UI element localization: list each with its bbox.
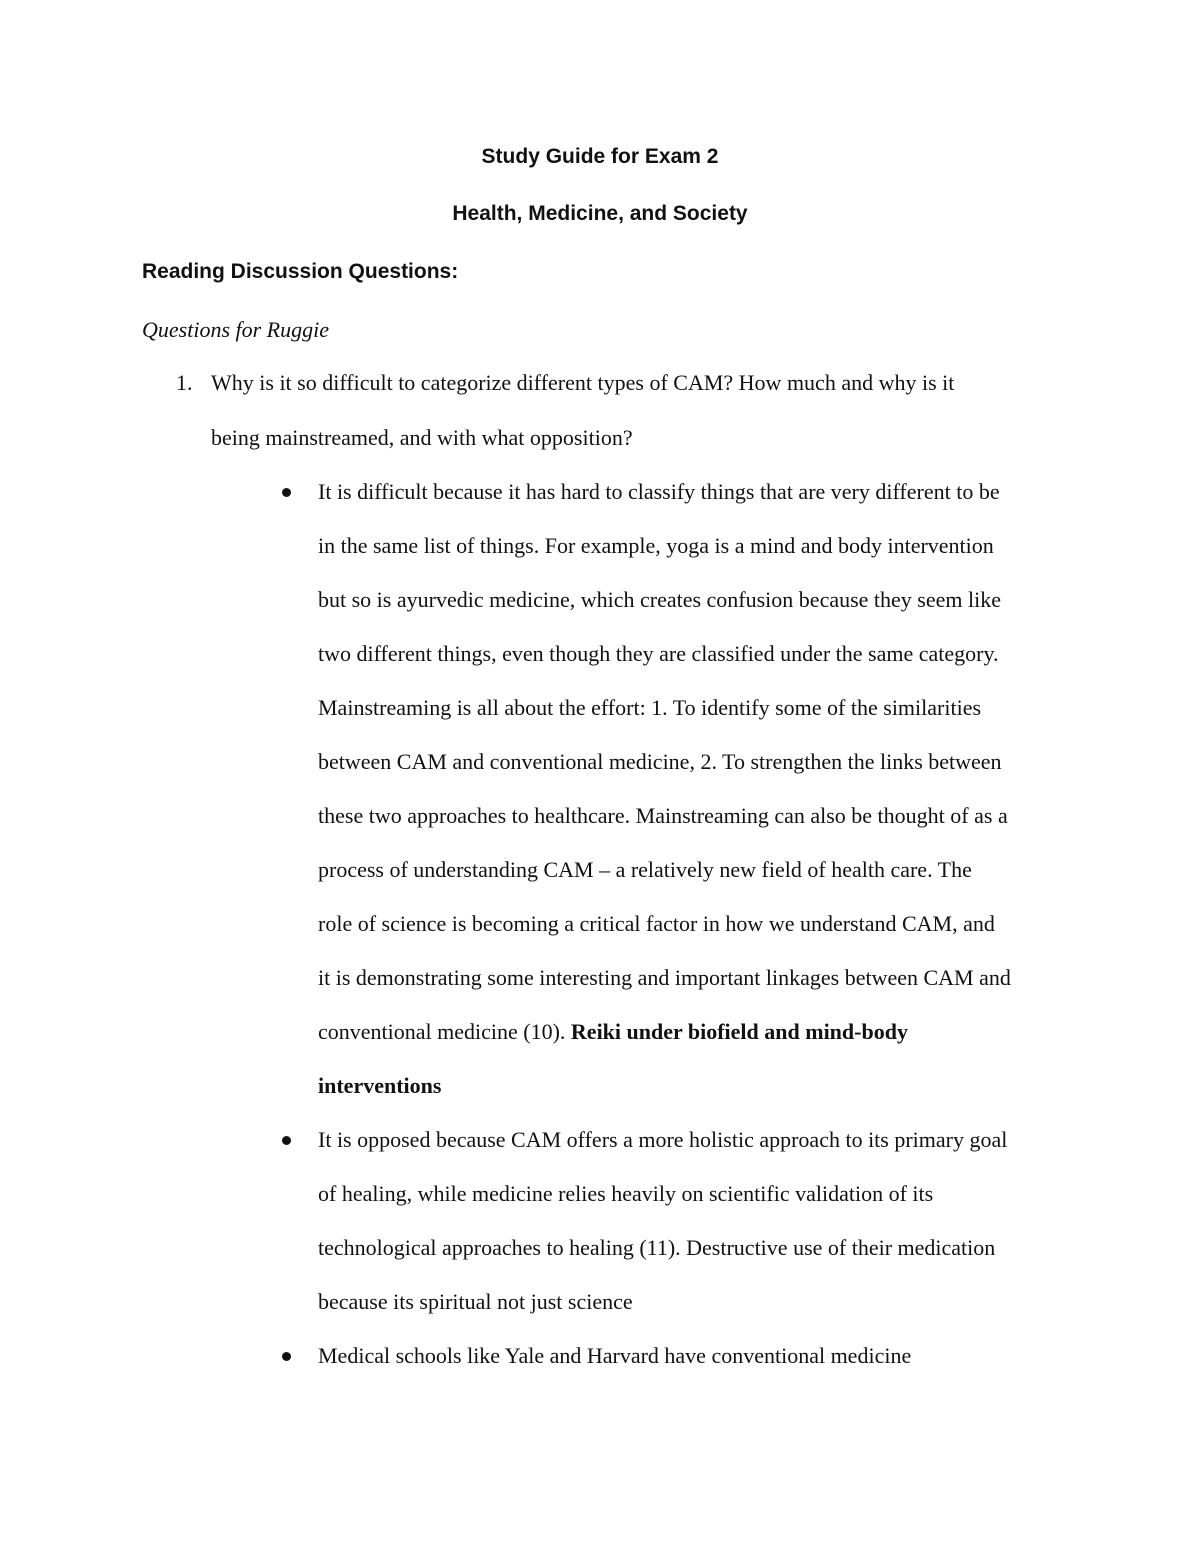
bold-note: interventions [318, 1073, 442, 1098]
bullet-line: Medical schools like Yale and Harvard have conventional medicine [318, 1343, 912, 1368]
bullet-line-mixed [318, 1017, 908, 1047]
question-line: being mainstreamed, and with what opposition? [211, 425, 633, 450]
bullet-line: but so is ayurvedic medicine, which creates confusion because they seem like [318, 587, 1001, 612]
bold-note: Reiki under biofield and mind-body [570, 1019, 908, 1044]
course-title: Health, Medicine, and Society [452, 202, 748, 225]
bullet-icon [282, 1136, 291, 1145]
bullet-line: because its spiritual not just science [318, 1289, 633, 1314]
bullet-line: two different things, even though they are classified under the same category. [318, 641, 999, 666]
bullet-line: it is demonstrating some interesting and important linkages between CAM and [318, 965, 1011, 990]
question-line: Why is it so difficult to categorize different types of CAM? How much and why is it [211, 370, 955, 395]
section-heading: Reading Discussion Questions: [142, 260, 459, 283]
bold-note-continuation [318, 1071, 441, 1101]
bullet-line: technological approaches to healing (11). Destructive use of their medication [318, 1235, 996, 1260]
question-number: 1. [176, 370, 193, 395]
bullet-line: It is difficult because it has hard to classify things that are very different to be [318, 479, 1000, 504]
bullet-line: Mainstreaming is all about the effort: 1. To identify some of the similarities [318, 695, 982, 720]
bullet-line: in the same list of things. For example, yoga is a mind and body intervention [318, 533, 994, 558]
bullet-line: It is opposed because CAM offers a more holistic approach to its primary goal [318, 1127, 1008, 1152]
document-title: Study Guide for Exam 2 [481, 145, 719, 168]
bullet-line-plain: conventional medicine (10). [318, 1019, 571, 1044]
bullet-line: these two approaches to healthcare. Mainstreaming can also be thought of as a [318, 803, 1008, 828]
bullet-line: role of science is becoming a critical factor in how we understand CAM, and [318, 911, 995, 936]
subsection-heading: Questions for Ruggie [142, 317, 329, 342]
bullet-line: between CAM and conventional medicine, 2. To strengthen the links between [318, 749, 1002, 774]
bullet-icon [282, 1352, 291, 1361]
bullet-line: of healing, while medicine relies heavily on scientific validation of its [318, 1181, 934, 1206]
bullet-line: process of understanding CAM – a relatively new field of health care. The [318, 857, 972, 882]
bullet-icon [282, 488, 291, 497]
